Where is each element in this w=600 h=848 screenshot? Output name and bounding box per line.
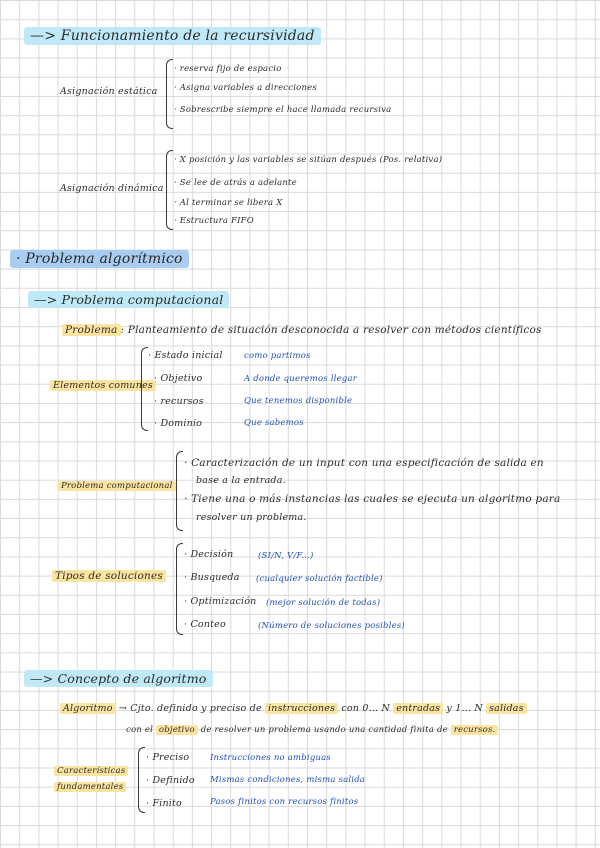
tipo-optimizacion: · Optimización [184,596,257,607]
algoritmo-definicion-linea-1 [60,703,527,714]
brace-elementos [141,352,142,426]
subsection-title-problema-computacional: —> Problema computacional [28,291,229,308]
dinamica-item-3: · Al terminar se libera X [174,198,283,208]
definicion-problema [62,324,542,336]
term-recursos: recursos. [451,725,499,735]
caracteristica-preciso-desc: Instrucciones no ambiguas [210,753,331,763]
elemento-dominio: · Dominio [154,418,203,429]
term-problema: Problema [62,324,121,336]
brace-dinamica [166,155,167,225]
label-caracteristicas-2: fundamentales [54,782,126,792]
estatica-item-3: · Sobrescribe siempre el hace llamada recursiva [174,105,392,115]
label-elementos-comunes: Elementos comunes [50,380,156,391]
elemento-estado-inicial: · Estado inicial [148,350,223,361]
subsection-title-concepto-algoritmo: —> Concepto de algoritmo [24,670,213,687]
dinamica-item-2: · Se lee de atrás a adelante [174,178,297,188]
dinamica-item-1: · X posición y las variables se sitúan después (Pos. relativa) [174,155,443,165]
section-title-recursividad: —> Funcionamiento de la recursividad [24,27,321,45]
brace-problema-computacional [176,456,177,526]
elemento-dominio-desc: Que sabemos [244,418,304,428]
elemento-objetivo: · Objetivo [154,373,203,384]
label-problema-computacional: Problema computacional [58,481,176,491]
prob-comp-line-3: · Tiene una o más instancias las cuales se ejecuta un algoritmo para [184,493,561,505]
tipo-decision: · Decisión [184,549,234,560]
tipo-busqueda-desc: (cualquier solución factible) [256,574,383,584]
tipo-optimizacion-desc: (mejor solución de todas) [266,598,381,608]
label-caracteristicas-1: Características [54,766,128,776]
definicion-problema-text: : Planteamiento de situación desconocida a resolver con métodos científicos [120,324,542,336]
elemento-recursos: · recursos [154,396,204,407]
def1-a: → Cjto. definido y preciso de [115,703,266,714]
prob-comp-line-4: resolver un problema. [196,512,307,523]
term-salidas: salidas [486,703,527,714]
def1-e: y 1... N [443,703,487,714]
caracteristica-finito-desc: Pasos finitos con recursos finitos [210,797,359,807]
tipo-conteo-desc: (Número de soluciones posibles) [258,621,405,631]
term-entradas: entradas [393,703,443,714]
prob-comp-line-2: base a la entrada. [196,475,286,486]
term-algoritmo: Algoritmo [60,703,116,714]
brace-estatica [166,64,167,124]
algoritmo-definicion-linea-2 [126,725,498,735]
brace-tipos [176,548,177,630]
def2-a: con el [126,725,156,735]
elemento-estado-inicial-desc: como partimos [244,351,311,361]
label-asignacion-dinamica: Asignación dinámica [60,183,164,194]
tipo-busqueda: · Busqueda [184,572,240,583]
caracteristica-finito: · Finito [146,798,182,809]
label-asignacion-estatica: Asignación estática [60,86,158,97]
def1-c: con 0... N [338,703,394,714]
section-title-problema-algoritmico: · Problema algorítmico [10,250,189,268]
caracteristica-definido-desc: Mismas condiciones, misma salida [210,775,366,785]
prob-comp-line-1: · Caracterización de un input con una especificación de salida en [184,457,544,469]
elemento-objetivo-desc: A donde queremos llegar [244,374,357,384]
caracteristica-preciso: · Preciso [146,752,190,763]
estatica-item-1: · reserva fijo de espacio [174,64,282,74]
estatica-item-2: · Asigna variables a direcciones [174,83,317,93]
tipo-decision-desc: (SI/N, V/F...) [258,551,314,561]
dinamica-item-4: · Estructura FIFO [174,216,254,226]
term-instrucciones: instrucciones [265,703,338,714]
def2-c: de resolver un problema usando una cantidad finita de [197,725,451,735]
label-tipos-soluciones: Tipos de soluciones [52,570,166,582]
term-objetivo: objetivo [156,725,198,735]
elemento-recursos-desc: Que tenemos disponible [244,396,353,406]
brace-caracteristicas [138,752,139,808]
caracteristica-definido: · Definido [146,775,195,786]
tipo-conteo: · Conteo [184,619,226,630]
